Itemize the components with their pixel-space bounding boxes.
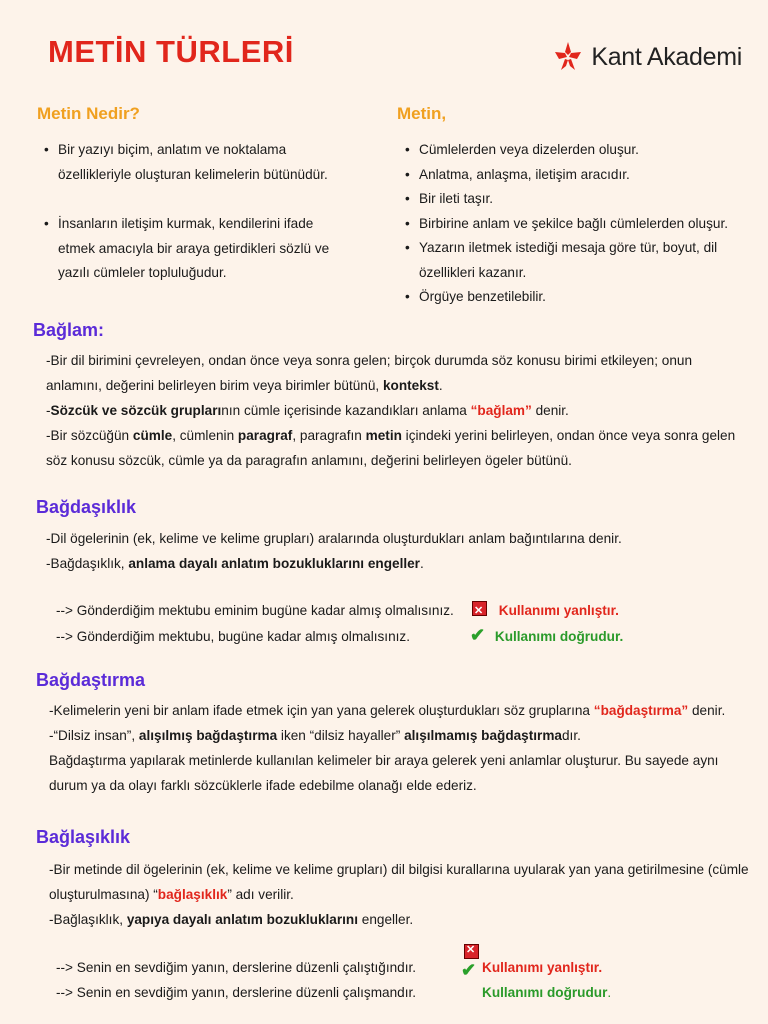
bagdasiklik-example-2: --> Gönderdiğim mektubu, bugüne kadar almış olmalısınız. <box>56 629 410 644</box>
baglasiklik-body: -Bir metinde dil ögelerinin (ek, kelime ve kelime grupları) dil bilgisi kurallarına uyularak yan yana getirilmesine (cümle oluşturulmasına) “bağlaşıklık” adı verilir. -Bağlaşıklık, yapıya dayalı anlatım bozukluklarını engeller. <box>49 862 749 927</box>
list-item: • Birbirine anlam ve şekilce bağlı cümlelerden oluşur. <box>405 212 755 237</box>
metin-nedir-list <box>44 138 374 187</box>
checkmark-icon: ✔ <box>461 960 477 980</box>
bagdastirma-heading: Bağdaştırma <box>36 670 146 690</box>
wrong-x-icon <box>464 944 479 959</box>
wrong-label: Kullanımı yanlıştır. <box>498 603 619 618</box>
metin-list <box>405 138 755 310</box>
baglasiklik-example-1: --> Senin en sevdiğim yanın, derslerine düzenli çalıştığındır. <box>56 960 417 975</box>
list-item: • Anlatma, anlaşma, iletişim aracıdır. <box>405 163 755 188</box>
baglasiklik-heading: Bağlaşıklık <box>36 827 131 847</box>
list-item: • Yazarın iletmek istediği mesaja göre tür, boyut, dil özellikleri kazanır. <box>405 236 755 285</box>
checkmark-icon: ✔ <box>470 625 486 645</box>
correct-label-row: Kullanımı doğrudur. <box>482 985 612 1000</box>
bagdasiklik-heading: Bağdaşıklık <box>36 497 137 517</box>
correct-label-row <box>470 624 623 648</box>
kant-akademi-logo <box>553 40 742 74</box>
wrong-label-row <box>472 600 619 622</box>
baglasiklik-example-2: --> Senin en sevdiğim yanın, derslerine düzenli çalışmandır. <box>56 985 417 1000</box>
page-title: METİN TÜRLERİ <box>48 34 294 69</box>
list-item: • Örgüye benzetilebilir. <box>405 285 755 310</box>
metin-nedir-list-2 <box>44 212 374 286</box>
bagdasiklik-body: -Dil ögelerinin (ek, kelime ve kelime grupları) aralarında oluşturdukları anlam bağıntılarına denir. -Bağdaşıklık, anlama dayalı anlatım bozukluklarını engeller. <box>46 531 622 571</box>
logo-text: Kant Akademi <box>591 42 742 71</box>
list-item: • İnsanların iletişim kurmak, kendilerini ifade etmek amacıyla bir araya getirdikleri sözlü ve yazılı cümleler topluluğudur. <box>44 212 374 286</box>
correct-label: Kullanımı doğrudur <box>482 985 608 1000</box>
baglam-body: -Bir dil birimini çevreleyen, ondan önce veya sonra gelen; birçok durumda söz konusu birimi etkileyen; onun anlamını, değerini belirleyen birim veya birimler bütünü, kontekst. -Sözcük ve sözcük gruplarının cümle içerisinde kazandıkları anlama “bağlam” denir. -Bir sözcüğün cümle, cümlenin paragraf, paragrafın metin içindeki yerini belirleyen, ondan önce veya sonra gelen söz konusu sözcük, cümle ya da paragrafın anlamını, değerini belirleyen ögeler bütünü. <box>46 353 736 468</box>
metin-heading: Metin, <box>397 104 447 123</box>
list-item: • Bir yazıyı biçim, anlatım ve noktalama özellikleriyle oluşturan kelimelerin bütünüdür. <box>44 138 374 187</box>
metin-nedir-heading: Metin Nedir? <box>37 104 140 123</box>
wrong-x-icon <box>472 601 487 616</box>
list-item: • Bir ileti taşır. <box>405 187 755 212</box>
list-item: • Cümlelerden veya dizelerden oluşur. <box>405 138 755 163</box>
correct-label: Kullanımı doğrudur. <box>494 629 624 644</box>
bagdasiklik-example-1: --> Gönderdiğim mektubu eminim bugüne kadar almış olmalısınız. <box>56 603 454 618</box>
kant-star-icon <box>553 40 583 74</box>
wrong-label: Kullanımı yanlıştır. <box>482 960 603 975</box>
bagdastirma-body: -Kelimelerin yeni bir anlam ifade etmek için yan yana gelerek oluşturdukları söz gruplarına “bağdaştırma” denir. -“Dilsiz insan”, alışılmış bağdaştırma iken “dilsiz hayaller” alışılmamış bağdaştırmadır. Bağdaştırma yapılarak metinlerde kullanılan kelimeler bir araya gelerek yeni anlamlar oluşturur. Bu sayede aynı durum ya da olayı farklı sözcüklerle ifade edebilme olanağı elde ederiz. <box>49 703 726 793</box>
baglam-heading: Bağlam: <box>33 320 105 340</box>
